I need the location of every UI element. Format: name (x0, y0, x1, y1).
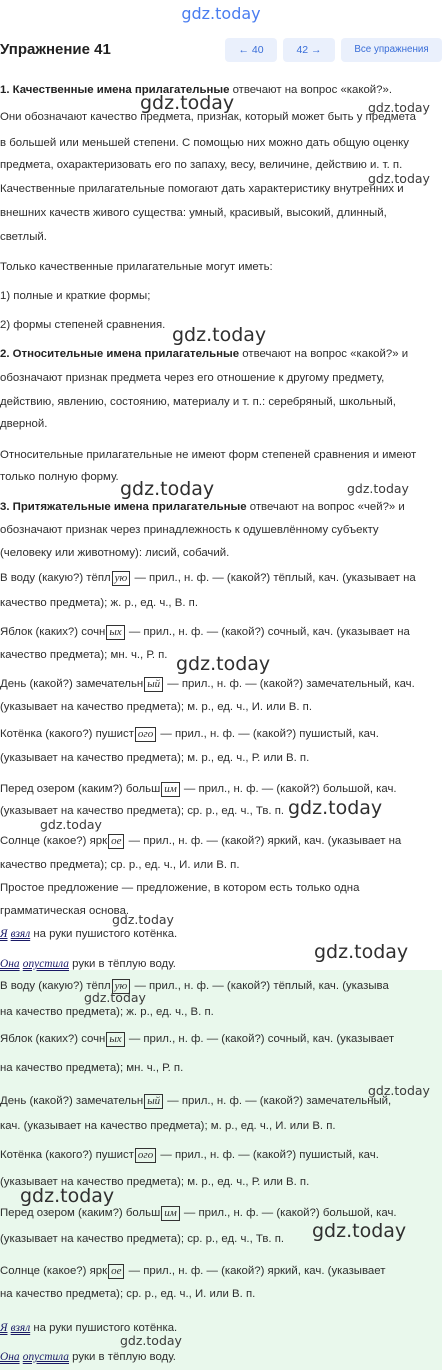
text: — прил., н. ф. — (какой?) замечательный, (164, 1095, 392, 1107)
watermark: gdz.today (84, 990, 146, 1005)
watermark: gdz.today (20, 1185, 115, 1207)
ending-box: ых (106, 1032, 124, 1047)
ending-box: ый (144, 1094, 163, 1109)
text: руки в тёплую воду. (68, 1351, 176, 1363)
watermark: gdz.today (312, 1220, 407, 1242)
ending-box: ый (144, 677, 163, 692)
text: Яблок (каких?) сочн (0, 626, 106, 638)
prev-exercise-button[interactable]: ← 40 (225, 38, 277, 62)
text-line: Относительные прилагательные не имеют форм степеней сравнения и имеют (0, 449, 417, 461)
list-item: 1) полные и краткие формы; (0, 290, 151, 302)
text-line: (человеку или животному): лисий, собачий. (0, 547, 230, 559)
text: — прил., н. ф. — (какой?) тёплый, кач. (указыва (131, 980, 389, 992)
example-line: качество предмета); мн. ч., Р. п. (0, 649, 168, 661)
text: — прил., н. ф. — (какой?) пушистый, кач. (157, 1149, 379, 1161)
text: Перед озером (каким?) больш (0, 1207, 161, 1219)
list-item: 2) формы степеней сравнения. (0, 319, 166, 331)
sentence-line (0, 1345, 442, 1369)
watermark: gdz.today (368, 1083, 430, 1098)
text: Яблок (каких?) сочн (0, 1033, 106, 1045)
text: — прил., н. ф. — (какой?) большой, кач. (180, 1207, 397, 1219)
answer-line: на качество предмета); ср. р., ед. ч., И. или В. п. (0, 1288, 256, 1300)
example-line: качество предмета); ср. р., ед. ч., И. или В. п. (0, 859, 240, 871)
predicate: опустила (22, 958, 69, 970)
text: — прил., н. ф. — (какой?) яркий, кач. (указывает на (125, 835, 402, 847)
ending-box: им (161, 1206, 180, 1221)
ending-box: им (161, 782, 180, 797)
subject: Я (0, 928, 8, 940)
watermark: gdz.today (368, 171, 430, 186)
text: отвечают на вопрос «какой?» и (239, 348, 409, 360)
answer-line: (указывает на качество предмета); ср. р., ед. ч., Тв. п. (0, 1233, 285, 1245)
predicate: взял (10, 928, 31, 940)
example-line (0, 829, 442, 853)
subject: Она (0, 958, 20, 970)
watermark: gdz.today (172, 324, 267, 346)
example-line: (указывает на качество предмета); м. р., ед. ч., Р. или В. п. (0, 752, 310, 764)
ending-box: ое (108, 1264, 124, 1279)
ending-box: ую (112, 571, 131, 586)
text-line: дверной. (0, 418, 48, 430)
text: — прил., н. ф. — (какой?) яркий, кач. (указывает (125, 1265, 386, 1277)
text: Солнце (какое?) ярк (0, 1265, 108, 1277)
all-exercises-button[interactable]: Все упражнения (341, 38, 442, 62)
watermark: gdz.today (176, 653, 271, 675)
answer-line (0, 1143, 442, 1167)
text: В воду (какую?) тёпл (0, 980, 111, 992)
text: День (какой?) замечательн (0, 678, 144, 690)
text: — прил., н. ф. — (какой?) большой, кач. (180, 783, 397, 795)
text: — прил., н. ф. — (какой?) пушистый, кач. (157, 728, 379, 740)
text-line: внешних качеств живого существа: умный, красивый, высокий, длинный, (0, 207, 387, 219)
watermark: gdz.today (368, 100, 430, 115)
predicate: взял (10, 1322, 31, 1334)
text: — прил., н. ф. — (какой?) сочный, кач. (указывает на (125, 626, 410, 638)
site-logo[interactable]: gdz.today (181, 4, 261, 23)
answer-line: на качество предмета); ж. р., ед. ч., В. п. (0, 1006, 214, 1018)
section-heading: 3. Притяжательные имена прилагательные (0, 501, 247, 513)
ending-box: ого (135, 727, 156, 742)
example-line (0, 620, 442, 644)
text-line: обозначают признак предмета через его отношение к другому предмету, (0, 372, 385, 384)
answer-line: кач. (указывает на качество предмета); м. р., ед. ч., И. или В. п. (0, 1120, 336, 1132)
answer-line (0, 974, 442, 998)
text-line: Простое предложение — предложение, в котором есть только одна (0, 882, 360, 894)
exercise-header (0, 36, 442, 66)
watermark: gdz.today (140, 92, 235, 114)
sentence-line (0, 1316, 442, 1340)
watermark: gdz.today (112, 912, 174, 927)
text-line: Качественные прилагательные помогают дать характеристику внутренних и (0, 183, 404, 195)
example-line: (указывает на качество предмета); м. р., ед. ч., И. или В. п. (0, 701, 313, 713)
text: на руки пушистого котёнка. (30, 1322, 178, 1334)
text-line: обозначают признак через принадлежность к одушевлённому субъекту (0, 524, 379, 536)
text-line: только полную форму. (0, 471, 119, 483)
text-line: Они обозначают качество предмета, признак, который может быть у предмета (0, 111, 417, 123)
text: отвечают на вопрос «какой?». (229, 84, 393, 96)
text: Перед озером (каким?) больш (0, 783, 161, 795)
watermark: gdz.today (40, 817, 102, 832)
text: руки в тёплую воду. (68, 958, 176, 970)
watermark: gdz.today (120, 478, 215, 500)
watermark: gdz.today (120, 1333, 182, 1348)
example-line (0, 566, 442, 590)
example-line: (указывает на качество предмета); ср. р., ед. ч., Тв. п. (0, 805, 285, 817)
section-heading: 1. Качественные имена прилагательные (0, 84, 230, 96)
predicate: опустила (22, 1351, 69, 1363)
answer-line: на качество предмета); мн. ч., Р. п. (0, 1062, 184, 1074)
text-line: в большей или меньшей степени. С помощью них можно дать общую оценку (0, 137, 409, 149)
section-heading: 2. Относительные имена прилагательные (0, 348, 240, 360)
watermark: gdz.today (347, 481, 409, 496)
text: отвечают на вопрос «чей?» и (246, 501, 405, 513)
text: — прил., н. ф. — (какой?) тёплый, кач. (указывает на (131, 572, 416, 584)
ending-box: ого (135, 1148, 156, 1163)
text-line (0, 495, 442, 519)
text: Котёнка (какого?) пушист (0, 728, 134, 740)
next-exercise-button[interactable]: 42 → (283, 38, 335, 62)
text-line: светлый. (0, 231, 47, 243)
ending-box: ых (106, 625, 124, 640)
ending-box: ую (112, 979, 131, 994)
text: Солнце (какое?) ярк (0, 835, 108, 847)
text: на руки пушистого котёнка. (30, 928, 178, 940)
text-line: предмета, охарактеризовать его по запаху, весу, величине, действию и. т. п. (0, 159, 403, 171)
text-line: действию, явлению, состоянию, материалу и т. п.: серебряный, школьный, (0, 396, 396, 408)
text: В воду (какую?) тёпл (0, 572, 111, 584)
text-line: Только качественные прилагательные могут иметь: (0, 261, 273, 273)
answer-line: (указывает на качество предмета); м. р., ед. ч., Р. или В. п. (0, 1176, 310, 1188)
example-line: качество предмета); ж. р., ед. ч., В. п. (0, 597, 199, 609)
text: — прил., н. ф. — (какой?) замечательный, кач. (164, 678, 415, 690)
text: — прил., н. ф. — (какой?) сочный, кач. (указывает (125, 1033, 395, 1045)
watermark: gdz.today (314, 941, 409, 963)
example-line (0, 672, 442, 696)
page-title: Упражнение 41 (0, 41, 111, 58)
watermark: gdz.today (288, 797, 383, 819)
text: Котёнка (какого?) пушист (0, 1149, 134, 1161)
text: День (какой?) замечательн (0, 1095, 144, 1107)
subject: Она (0, 1351, 20, 1363)
answer-line (0, 1027, 442, 1051)
subject: Я (0, 1322, 8, 1334)
answer-line (0, 1259, 442, 1283)
ending-box: ое (108, 834, 124, 849)
text-line: грамматическая основа. (0, 905, 130, 917)
example-line (0, 722, 442, 746)
